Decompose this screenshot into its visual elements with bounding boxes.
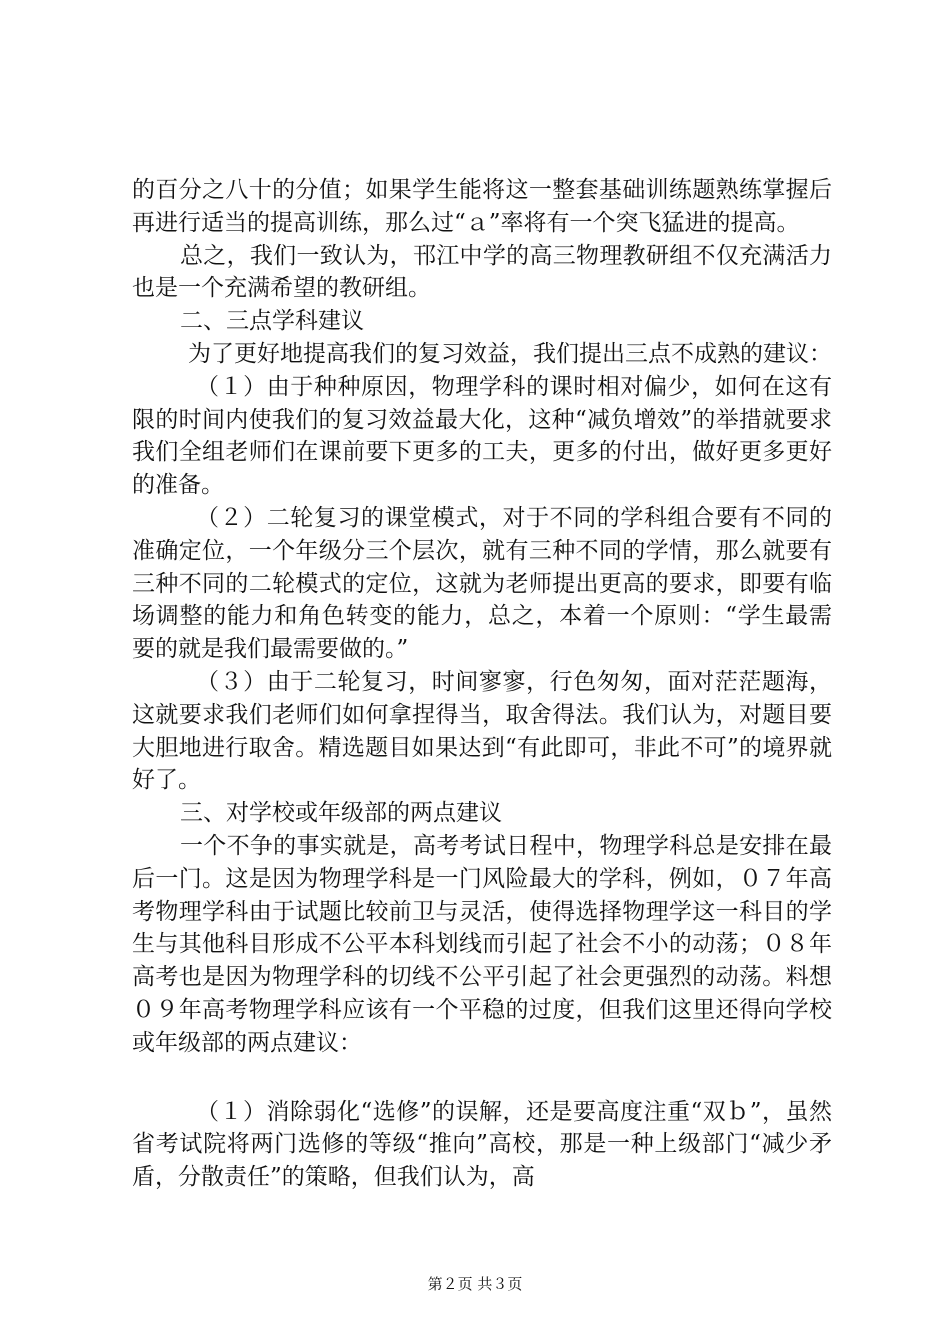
paragraph-gap — [132, 1060, 832, 1096]
document-body — [132, 174, 832, 1194]
page-number-footer: 第２页 共３页 — [427, 1275, 523, 1293]
list-item-3: （３）由于二轮复习，时间寥寥，行色匆匆，面对茫茫题海，这就要求我们老师们如何拿捏得当，取舍得法。我们认为，对题目要大胆地进行取舍。精选题目如果达到“有此即可，非此不可”的境界就好了。 — [132, 668, 832, 794]
paragraph-4: 为了更好地提高我们的复习效益，我们提出三点不成熟的建议： — [188, 340, 832, 367]
section-heading-3: 三、对学校或年级部的两点建议 — [180, 800, 502, 827]
list-item-1: （１）由于种种原因，物理学科的课时相对偏少，如何在这有限的时间内使我们的复习效益最大化，这种“减负增效”的举措就要求我们全组老师们在课前要下更多的工夫，更多的付出，做好更多更好的准备。 — [132, 373, 832, 499]
list-item-4: （１）消除弱化“选修”的误解，还是要高度注重“双ｂ”，虽然省考试院将两门选修的等级“推向”高校，那是一种上级部门“减少矛盾，分散责任”的策略，但我们认为，高 — [132, 1098, 832, 1191]
list-item-2: （２）二轮复习的课堂模式，对于不同的学科组合要有不同的准确定位，一个年级分三个层次，就有三种不同的学情，那么就要有三种不同的二轮模式的定位，这就为老师提出更高的要求，即要有临场调整的能力和角色转变的能力，总之，本着一个原则：“学生最需要的就是我们最需要做的。” — [132, 504, 832, 663]
paragraph-2: 总之，我们一致认为，邗江中学的高三物理教研组不仅充满活力也是一个充满希望的教研组。 — [132, 242, 832, 302]
paragraph-1: 的百分之八十的分值；如果学生能将这一整套基础训练题熟练掌握后再进行适当的提高训练，那么过“ａ”率将有一个突飞猛进的提高。 — [132, 177, 832, 236]
paragraph-9: 一个不争的事实就是，高考考试日程中，物理学科总是安排在最后一门。这是因为物理学科是一门风险最大的学科，例如，０７年高考物理学科由于试题比较前卫与灵活，使得选择物理学这一科目的学生与其他科目形成不公平本科划线而引起了社会不小的动荡；０８年高考也是因为物理学科的切线不公平引起了社会更强烈的动荡。料想０９年高考物理学科应该有一个平稳的过度，但我们这里还得向学校或年级部的两点建议： — [132, 832, 832, 1056]
section-heading-2: 二、三点学科建议 — [180, 308, 364, 335]
